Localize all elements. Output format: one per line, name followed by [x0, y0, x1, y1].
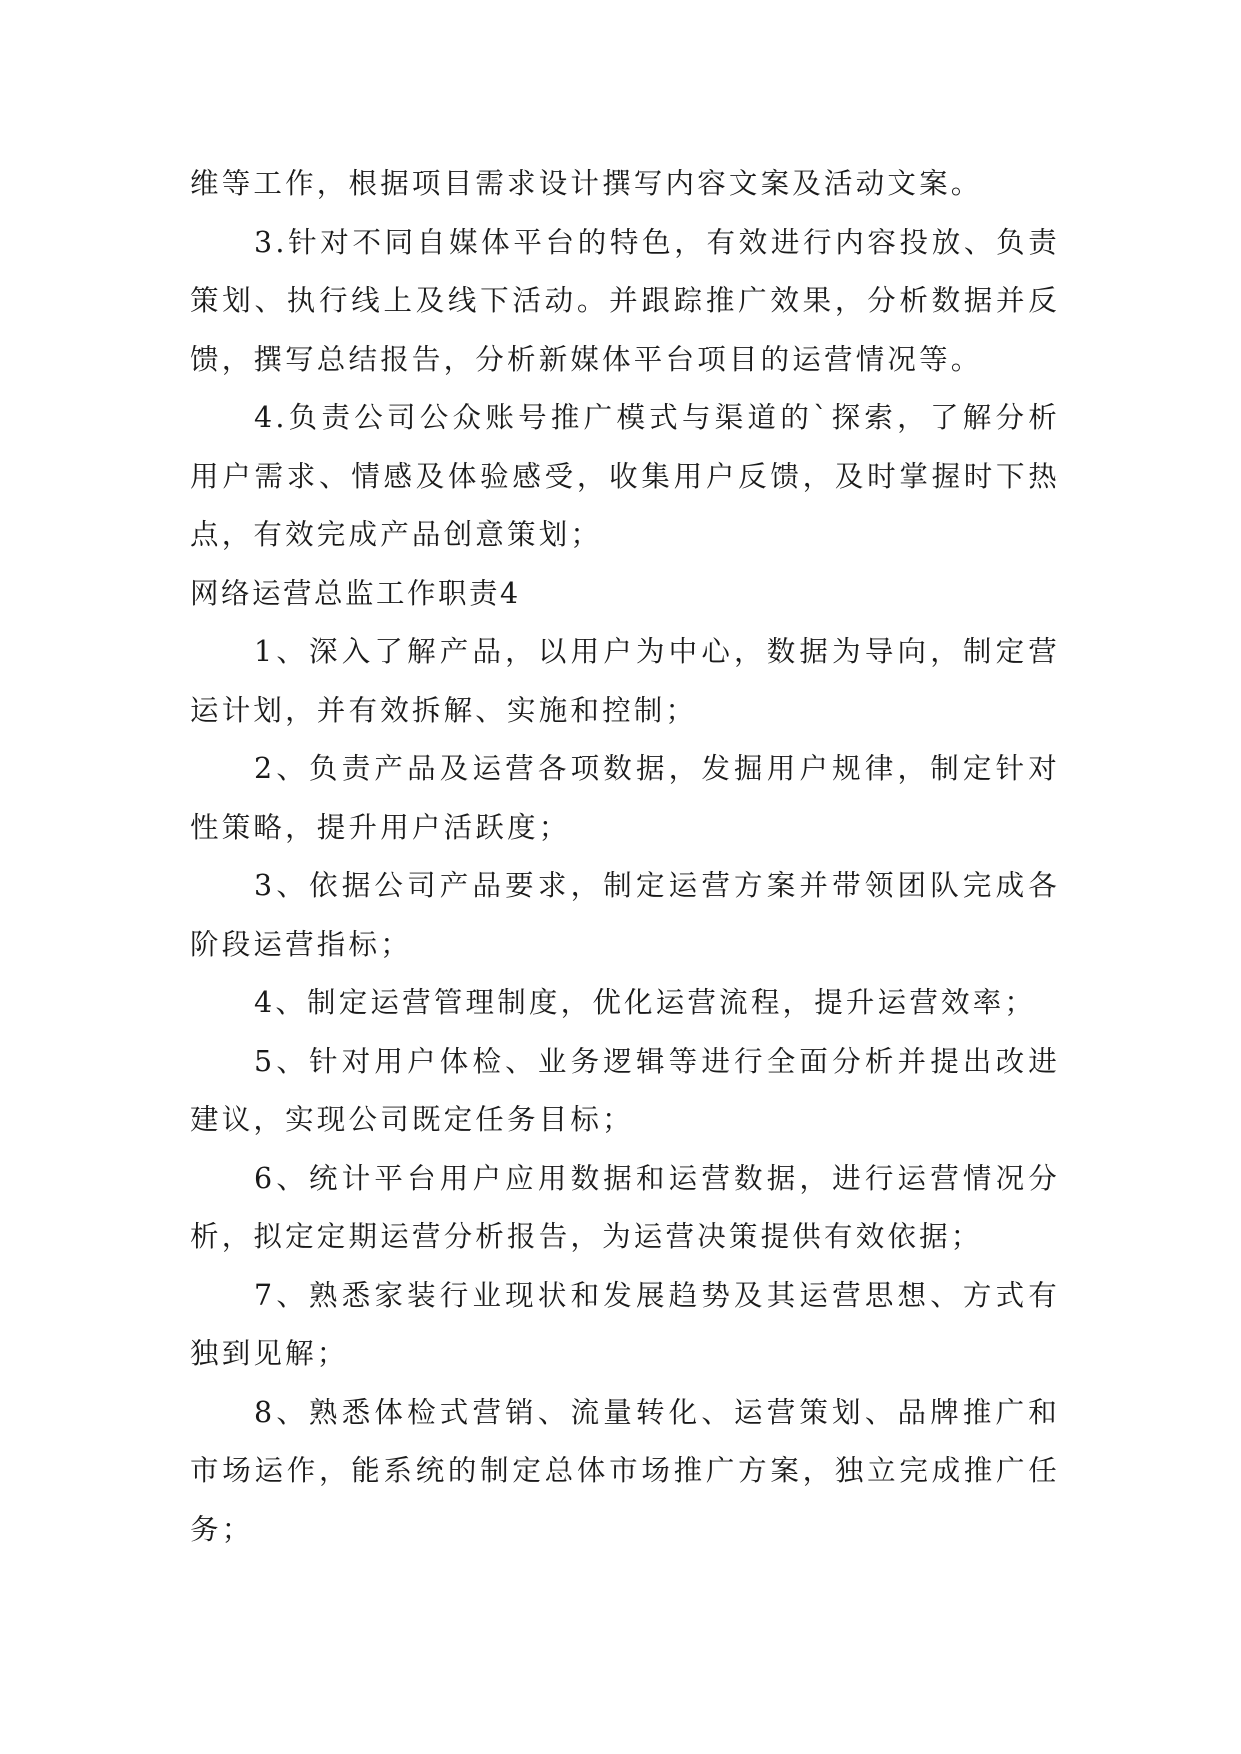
list-item: 6、统计平台用户应用数据和运营数据，进行运营情况分析，拟定定期运营分析报告，为运营决策提供有效依据； — [190, 1161, 1060, 1253]
list-item: 3.针对不同自媒体平台的特色，有效进行内容投放、负责策划、执行线上及线下活动。并跟踪推广效果，分析数据并反馈，撰写总结报告，分析新媒体平台项目的运营情况等。 — [190, 225, 1060, 376]
list-item: 8、熟悉体检式营销、流量转化、运营策划、品牌推广和市场运作，能系统的制定总体市场推广方案，独立完成推广任务； — [190, 1395, 1060, 1546]
document-body — [190, 155, 1060, 1559]
list-item: 4.负责公司公众账号推广模式与渠道的`探索，了解分析用户需求、情感及体验感受，收集用户反馈，及时掌握时下热点，有效完成产品创意策划； — [190, 401, 1060, 551]
list-item: 5、针对用户体检、业务逻辑等进行全面分析并提出改进建议，实现公司既定任务目标； — [190, 1044, 1060, 1136]
list-item: 3、依据公司产品要求，制定运营方案并带领团队完成各阶段运营指标； — [190, 869, 1060, 961]
list-item: 7、熟悉家装行业现状和发展趋势及其运营思想、方式有独到见解； — [190, 1278, 1060, 1370]
list-item: 1、深入了解产品，以用户为中心，数据为导向，制定营运计划，并有效拆解、实施和控制； — [190, 635, 1060, 727]
continuation-paragraph: 维等工作，根据项目需求设计撰写内容文案及活动文案。 — [190, 167, 983, 200]
section-title: 网络运营总监工作职责4 — [190, 576, 521, 610]
list-item: 4、制定运营管理制度，优化运营流程，提升运营效率； — [254, 986, 1037, 1019]
list-item: 2、负责产品及运营各项数据，发掘用户规律，制定针对性策略，提升用户活跃度； — [190, 752, 1060, 844]
